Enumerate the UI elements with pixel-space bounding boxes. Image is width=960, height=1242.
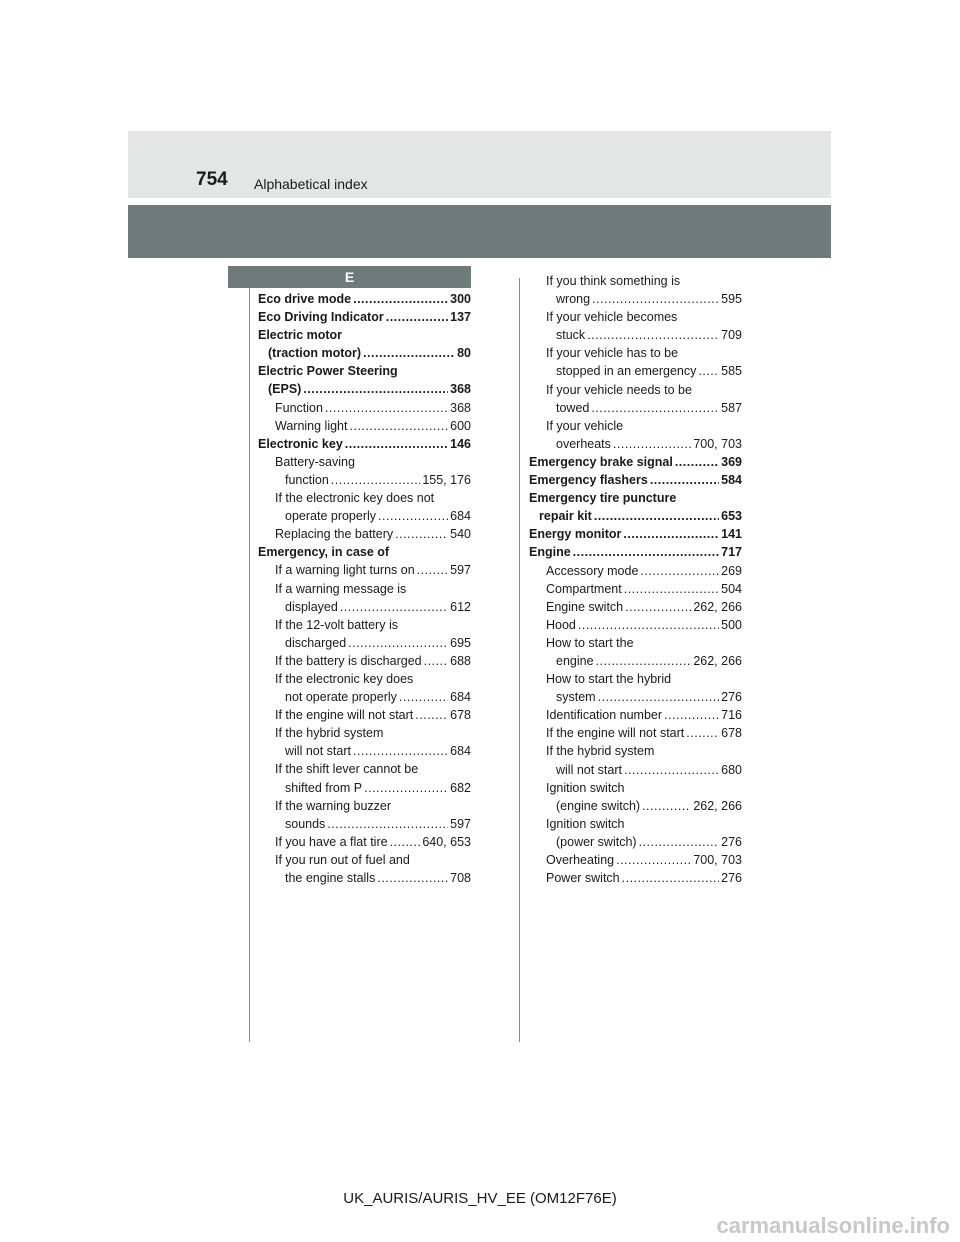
index-subentry: If the battery is discharged ..... 688 xyxy=(258,652,471,670)
index-entry: Emergency brake signal ..... 369 xyxy=(529,453,742,471)
index-subentry: If a warning message is xyxy=(275,581,407,596)
index-subentry: Accessory mode ..... 269 xyxy=(529,562,742,580)
index-entry: Emergency, in case of xyxy=(258,545,390,560)
index-subentry: Identification number ..... 716 xyxy=(529,706,742,724)
index-subentry: will not start ..... 684 xyxy=(258,742,471,760)
index-subentry: Replacing the battery ..... 540 xyxy=(258,525,471,543)
index-subentry: If your vehicle has to be xyxy=(546,346,679,361)
index-subentry: Power switch ..... 276 xyxy=(529,869,742,887)
index-subentry: sounds ..... 597 xyxy=(258,815,471,833)
index-subentry: If the hybrid system xyxy=(546,744,655,759)
index-entry: (EPS) ..... 368 xyxy=(258,380,471,398)
index-subentry: Warning light ..... 600 xyxy=(258,417,471,435)
index-subentry: If your vehicle xyxy=(546,418,624,433)
page-header xyxy=(128,131,831,198)
left-column-rule xyxy=(249,288,250,1042)
index-subentry: stuck ..... 709 xyxy=(529,326,742,344)
index-subentry: the engine stalls ..... 708 xyxy=(258,869,471,887)
index-column-right xyxy=(529,272,742,887)
index-subentry: Compartment ..... 504 xyxy=(529,580,742,598)
watermark: carmanualsonline.info xyxy=(716,1213,950,1238)
index-subentry: If the hybrid system xyxy=(275,726,384,741)
index-subentry: wrong ..... 595 xyxy=(529,290,742,308)
index-subentry: If your vehicle becomes xyxy=(546,310,678,325)
index-subentry: (engine switch) ..... 262, 266 xyxy=(529,797,742,815)
page-number: 754 xyxy=(196,169,228,190)
column-divider xyxy=(519,278,520,1042)
index-subentry: If the electronic key does not xyxy=(275,491,435,506)
index-subentry: If the shift lever cannot be xyxy=(275,762,419,777)
index-entry: Electric motor xyxy=(258,328,343,343)
index-subentry: Ignition switch xyxy=(546,780,625,795)
section-letter-tab: E xyxy=(228,266,471,288)
index-subentry: Engine switch ..... 262, 266 xyxy=(529,598,742,616)
index-subentry: Function ..... 368 xyxy=(258,399,471,417)
index-subentry: not operate properly ..... 684 xyxy=(258,688,471,706)
index-subentry: If the warning buzzer xyxy=(275,798,392,813)
index-subentry: displayed ..... 612 xyxy=(258,598,471,616)
index-subentry: How to start the hybrid xyxy=(546,672,672,687)
index-subentry: If you run out of fuel and xyxy=(275,852,410,867)
index-subentry: If you have a flat tire ..... 640, 653 xyxy=(258,833,471,851)
index-entry: Eco Driving Indicator ..... 137 xyxy=(258,308,471,326)
index-subentry: Hood ..... 500 xyxy=(529,616,742,634)
index-subentry: If a warning light turns on ..... 597 xyxy=(258,561,471,579)
index-subentry: If your vehicle needs to be xyxy=(546,382,692,397)
header-band xyxy=(128,205,831,258)
index-subentry: If the 12-volt battery is xyxy=(275,617,398,632)
index-subentry: If the electronic key does xyxy=(275,671,414,686)
index-subentry: If the engine will not start ..... 678 xyxy=(258,706,471,724)
index-subentry: will not start ..... 680 xyxy=(529,761,742,779)
index-subentry: towed ..... 587 xyxy=(529,399,742,417)
index-subentry: stopped in an emergency ..... 585 xyxy=(529,362,742,380)
index-entry: Engine ..... 717 xyxy=(529,543,742,561)
index-subentry: engine ..... 262, 266 xyxy=(529,652,742,670)
index-subentry: Overheating ..... 700, 703 xyxy=(529,851,742,869)
index-subentry: If you think something is xyxy=(546,274,681,288)
index-subentry: operate properly ..... 684 xyxy=(258,507,471,525)
index-entry: (traction motor) ..... 80 xyxy=(258,344,471,362)
index-entry: Energy monitor ..... 141 xyxy=(529,525,742,543)
index-entry: Electronic key ..... 146 xyxy=(258,435,471,453)
index-subentry: If the engine will not start ..... 678 xyxy=(529,724,742,742)
index-column-left xyxy=(258,290,471,887)
footer-document-code: UK_AURIS/AURIS_HV_EE (OM12F76E) xyxy=(343,1190,617,1207)
index-subentry: system ..... 276 xyxy=(529,688,742,706)
index-entry: Eco drive mode ..... 300 xyxy=(258,290,471,308)
index-subentry: function ..... 155, 176 xyxy=(258,471,471,489)
index-subentry: (power switch) ..... 276 xyxy=(529,833,742,851)
index-entry: Emergency flashers ..... 584 xyxy=(529,471,742,489)
index-entry: Electric Power Steering xyxy=(258,364,398,379)
index-subentry: shifted from P ..... 682 xyxy=(258,779,471,797)
index-entry: Emergency tire puncture xyxy=(529,491,677,506)
index-entry: repair kit ..... 653 xyxy=(529,507,742,525)
header-title: Alphabetical index xyxy=(254,176,368,192)
index-subentry: overheats ..... 700, 703 xyxy=(529,435,742,453)
index-subentry: How to start the xyxy=(546,635,634,650)
index-subentry: discharged ..... 695 xyxy=(258,634,471,652)
index-subentry: Ignition switch xyxy=(546,816,625,831)
index-subentry: Battery-saving xyxy=(275,454,355,469)
